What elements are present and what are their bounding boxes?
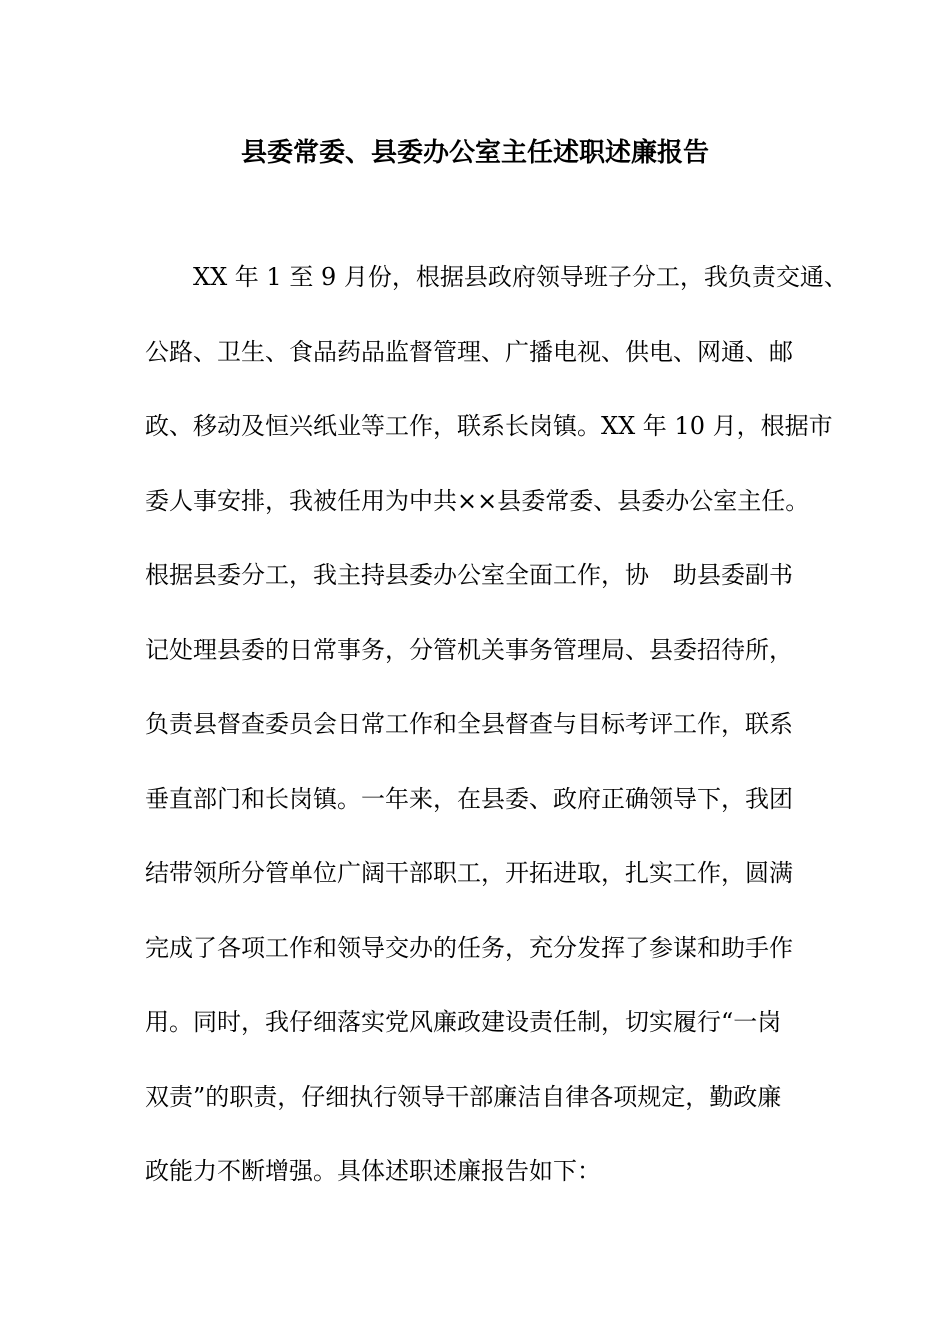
body-line: 根据县委分工，我主持县委办公室全面工作，协 助县委副书 xyxy=(145,561,793,589)
body-line: 政能力不断增强。具体述职述廉报告如下： xyxy=(145,1157,601,1185)
body-line: 公路、卫生、食品药品监督管理、广播电视、供电、网通、邮 xyxy=(145,337,793,366)
body-line: 垂直部门和长岗镇。一年来，在县委、政府正确领导下，我团 xyxy=(145,784,793,813)
body-line: 用。同时，我仔细落实党风廉政建设责任制，切实履行“一岗 xyxy=(145,1008,782,1036)
body-line: 负责县督查委员会日常工作和全县督查与目标考评工作，联系 xyxy=(145,710,793,738)
body-line: 政、移动及恒兴纸业等工作，联系长岗镇。XX 年 10 月，根据市 xyxy=(145,412,833,440)
body-line: 记处理县委的日常事务，分管机关事务管理局、县委招待所， xyxy=(145,635,793,664)
document-body xyxy=(145,256,848,1225)
body-line: 双责”的职责，仔细执行领导干部廉洁自律各项规定，勤政廉 xyxy=(145,1082,782,1111)
body-line: XX 年 1 至 9 月份，根据县政府领导班子分工，我负责交通、 xyxy=(193,263,848,291)
document-title: 县委常委、县委办公室主任述职述廉报告 xyxy=(240,138,709,168)
body-line: 完成了各项工作和领导交办的任务，充分发挥了参谋和助手作 xyxy=(145,933,793,962)
body-line: 结带领所分管单位广阔干部职工，开拓进取，扎实工作，圆满 xyxy=(145,859,793,887)
body-line: 委人事安排，我被任用为中共××县委常委、县委办公室主任。 xyxy=(145,486,810,515)
